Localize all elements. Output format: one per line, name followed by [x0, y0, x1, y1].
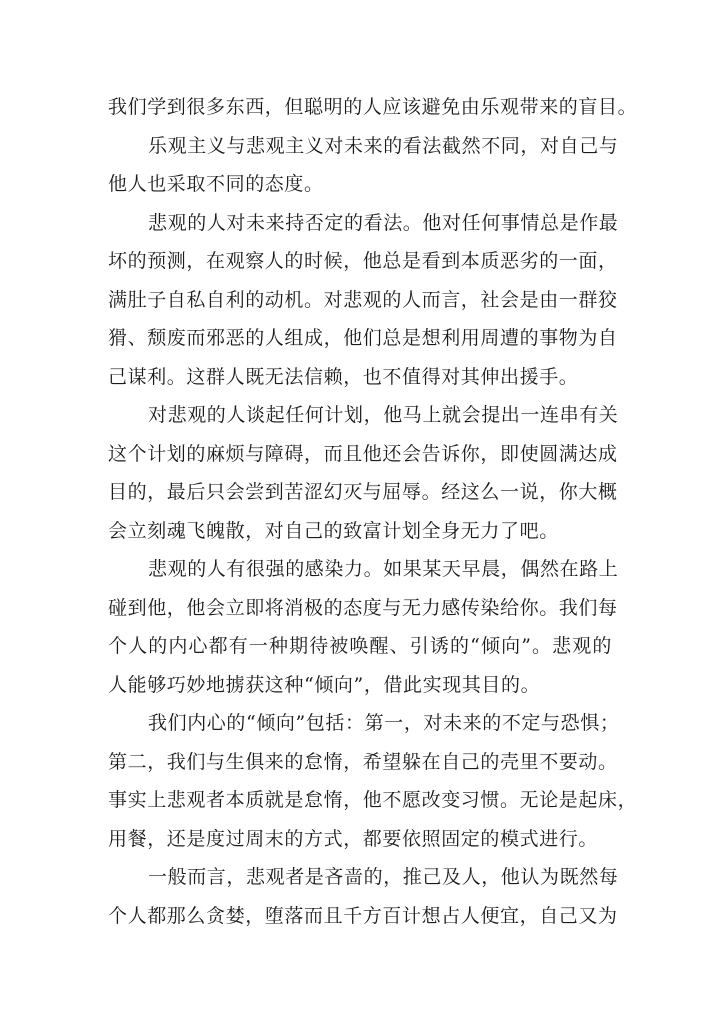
- text-line: 他人也采取不同的态度。: [108, 173, 324, 195]
- text-line: 我们学到很多东西，但聪明的人应该避免由乐观带来的盲目。: [108, 96, 638, 118]
- text-line: 人能够巧妙地掳获这种“倾向”，借此实现其目的。: [108, 673, 541, 696]
- text-line: 己谋利。这群人既无法信赖，也不值得对其伸出援手。: [108, 365, 579, 388]
- text-line: 坏的预测，在观察人的时候，他总是看到本质恶劣的一面，: [108, 250, 618, 272]
- text-line: 会立刻魂飞魄散，对自己的致富计划全身无力了吧。: [108, 519, 559, 542]
- text-line: 对悲观的人谈起任何计划，他马上就会提出一连串有关: [148, 404, 619, 426]
- paragraph-6: [108, 704, 638, 858]
- text-line: 目的，最后只会尝到苦涩幻灭与屈辱。经这么一说，你大概: [108, 481, 618, 503]
- text-line: 满肚子自私自利的动机。对悲观的人而言，社会是由一群狡: [108, 288, 618, 311]
- text-line: 第二，我们与生俱来的怠惰，希望躲在自己的壳里不要动。: [108, 750, 618, 773]
- text-line: 悲观的人有很强的感染力。如果某天早晨，偶然在路上: [148, 558, 619, 580]
- paragraph-5: [108, 550, 619, 704]
- text-line: 我们内心的“倾向”包括：第一，对未来的不定与恐惧；: [148, 712, 620, 734]
- paragraph-3: [108, 204, 619, 397]
- text-line: 一般而言，悲观者是吝啬的，推己及人，他认为既然每: [148, 866, 619, 888]
- text-line: 个人都那么贪婪，堕落而且千方百计想占人便宜，自己又为: [108, 904, 618, 927]
- paragraph-2: [108, 127, 619, 204]
- text-line: 乐观主义与悲观主义对未来的看法截然不同，对自己与: [148, 134, 619, 157]
- document-body: [108, 88, 638, 935]
- text-line: 碰到他，他会立即将消极的态度与无力感传染给你。我们每: [108, 596, 618, 619]
- text-line: 猾、颓废而邪恶的人组成，他们总是想利用周遭的事物为自: [108, 327, 618, 349]
- text-line: 个人的内心都有一种期待被唤醒、引诱的“倾向”。悲观的: [108, 635, 612, 657]
- text-line: 用餐，还是度过周末的方式，都要依照固定的模式进行。: [108, 827, 599, 850]
- paragraph-4: [108, 396, 619, 550]
- text-line: 事实上悲观者本质就是怠惰，他不愿改变习惯。无论是起床，: [108, 789, 638, 811]
- paragraph-7: [108, 858, 619, 935]
- paragraph-1: [108, 88, 638, 127]
- text-line: 悲观的人对未来持否定的看法。他对任何事情总是作最: [148, 211, 619, 234]
- text-line: 这个计划的麻烦与障碍，而且他还会告诉你，即使圆满达成: [108, 442, 618, 465]
